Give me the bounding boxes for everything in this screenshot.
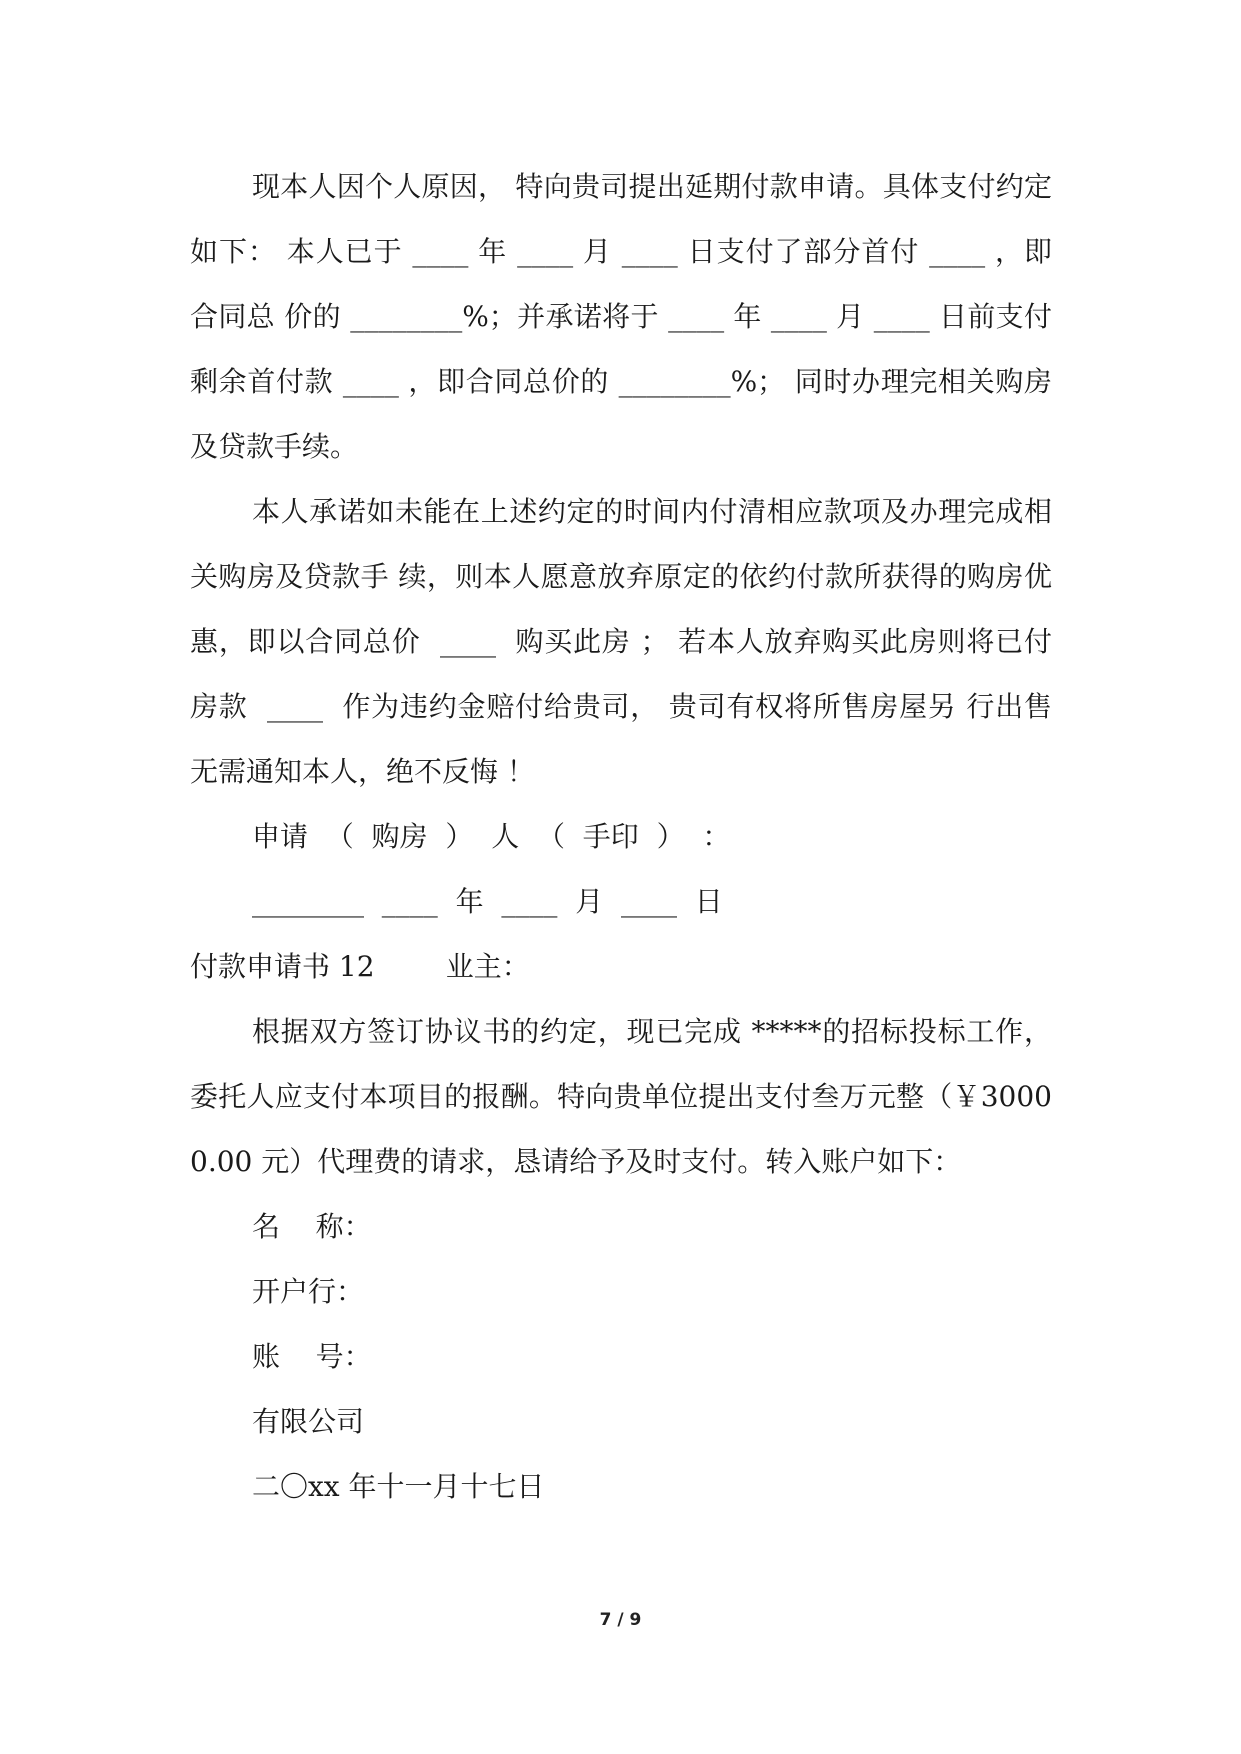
applicant-signature-line: 申请 （ 购房 ） 人 （ 手印 ） ： [252, 820, 731, 853]
account-name-label: 名 称： [252, 1210, 372, 1243]
page-number: 7 / 9 [599, 1610, 642, 1630]
paragraph-payment-request: 根据双方签订协议书的约定，现已完成 *****的招标投标工作，委托人应支付本项目的报酬。特向贵单位提出支付叁万元整（￥30000.00 元）代理费的请求，恳请给予及时支付。转入账户如下： [190, 1015, 1052, 1178]
account-number-label: 账 号： [252, 1340, 372, 1373]
signature-date-line: ________ ____ 年 ____ 月 ____ 日 [252, 885, 723, 918]
payment-request-heading: 付款申请书 12 业主： [190, 950, 530, 983]
document-body [190, 154, 1052, 1519]
paragraph-commitment: 本人承诺如未能在上述约定的时间内付清相应款项及办理完成相关购房及贷款手 续，则本人愿意放弃原定的依约付款所获得的购房优惠，即以合同总价 ____ 购买此房 ； 若本人放弃购买此房则将已付房款 ____ 作为违约金赔付给贵司， 贵司有权将所售房屋另 行出售无需通知本人，绝不反悔 ！ [190, 495, 1052, 788]
bank-label: 开户行： [252, 1275, 365, 1308]
paragraph-deferral-request: 现本人因个人原因， 特向贵司提出延期付款申请。具体支付约定如下： 本人已于 ____ 年 ____ 月 ____ 日支付了部分首付 ____ ，即合同总 价的 ________%；并承诺将于 ____ 年 ____ 月 ____ 日前支付剩余首付款 ____ ，即合同总价的 ________%； 同时办理完相关购房及贷款手续。 [190, 170, 1052, 463]
company-name: 有限公司 [252, 1405, 365, 1438]
document-date: 二〇xx 年十一月十七日 [252, 1470, 545, 1503]
